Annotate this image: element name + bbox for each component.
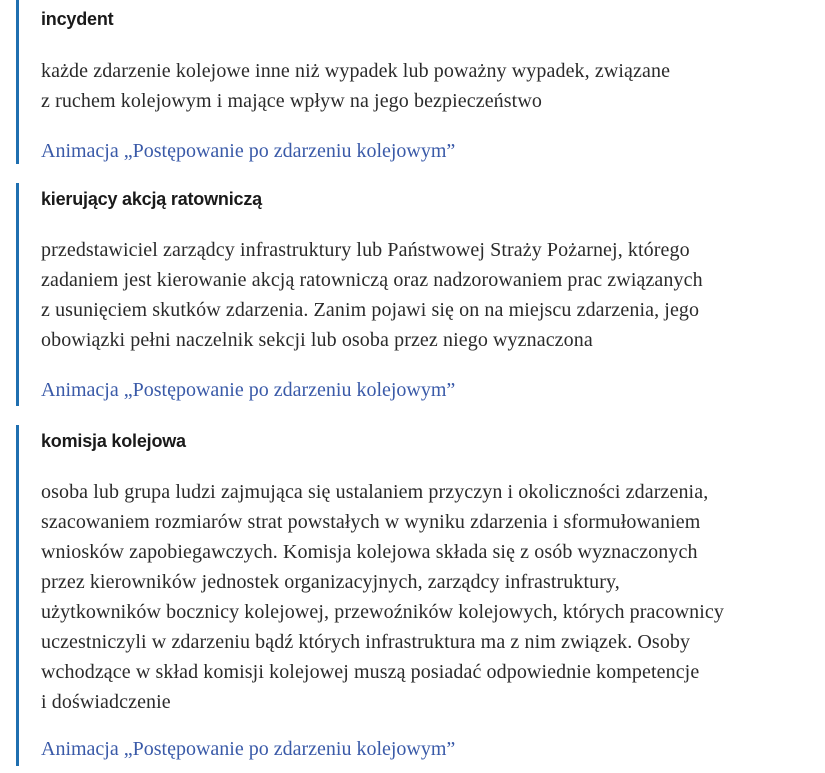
glossary-entry-incydent xyxy=(16,0,816,164)
glossary-entry-kierujacy-akcja-ratownicza xyxy=(16,183,816,406)
definition-line: przedstawiciel zarządcy infrastruktury lub Państwowej Straży Pożarnej, którego xyxy=(41,239,690,261)
definition-line: szacowaniem rozmiarów strat powstałych w wyniku zdarzenia i sformułowaniem xyxy=(41,511,701,533)
glossary-entry-komisja-kolejowa xyxy=(16,425,816,766)
term-definition xyxy=(41,477,724,717)
term-title: kierujący akcją ratowniczą xyxy=(41,189,262,209)
term-title: incydent xyxy=(41,9,114,29)
definition-line: wniosków zapobiegawczych. Komisja kolejowa składa się z osób wyznaczonych xyxy=(41,541,698,563)
term-title: komisja kolejowa xyxy=(41,431,186,451)
animation-link[interactable]: Animacja „Postępowanie po zdarzeniu kolejowym” xyxy=(41,738,456,760)
definition-line: z ruchem kolejowym i mające wpływ na jego bezpieczeństwo xyxy=(41,90,542,112)
definition-line: zadaniem jest kierowanie akcją ratowniczą oraz nadzorowaniem prac związanych xyxy=(41,269,703,291)
term-definition xyxy=(41,56,670,116)
animation-link[interactable]: Animacja „Postępowanie po zdarzeniu kolejowym” xyxy=(41,379,456,401)
definition-line: obowiązki pełni naczelnik sekcji lub osoba przez niego wyznaczona xyxy=(41,329,593,351)
definition-line: i doświadczenie xyxy=(41,691,171,713)
definition-line: przez kierowników jednostek organizacyjnych, zarządcy infrastruktury, xyxy=(41,571,620,593)
definition-line: wchodzące w skład komisji kolejowej muszą posiadać odpowiednie kompetencje xyxy=(41,661,700,683)
definition-line: każde zdarzenie kolejowe inne niż wypadek lub poważny wypadek, związane xyxy=(41,60,671,82)
definition-line: uczestniczyli w zdarzeniu bądź których infrastruktura ma z nim związek. Osoby xyxy=(41,631,691,653)
definition-line: z usunięciem skutków zdarzenia. Zanim pojawi się on na miejscu zdarzenia, jego xyxy=(41,299,700,321)
definition-line: użytkowników bocznicy kolejowej, przewoźników kolejowych, których pracownicy xyxy=(41,601,724,623)
definition-line: osoba lub grupa ludzi zajmująca się ustalaniem przyczyn i okoliczności zdarzenia, xyxy=(41,481,709,503)
animation-link[interactable]: Animacja „Postępowanie po zdarzeniu kolejowym” xyxy=(41,140,456,162)
term-definition xyxy=(41,235,703,355)
